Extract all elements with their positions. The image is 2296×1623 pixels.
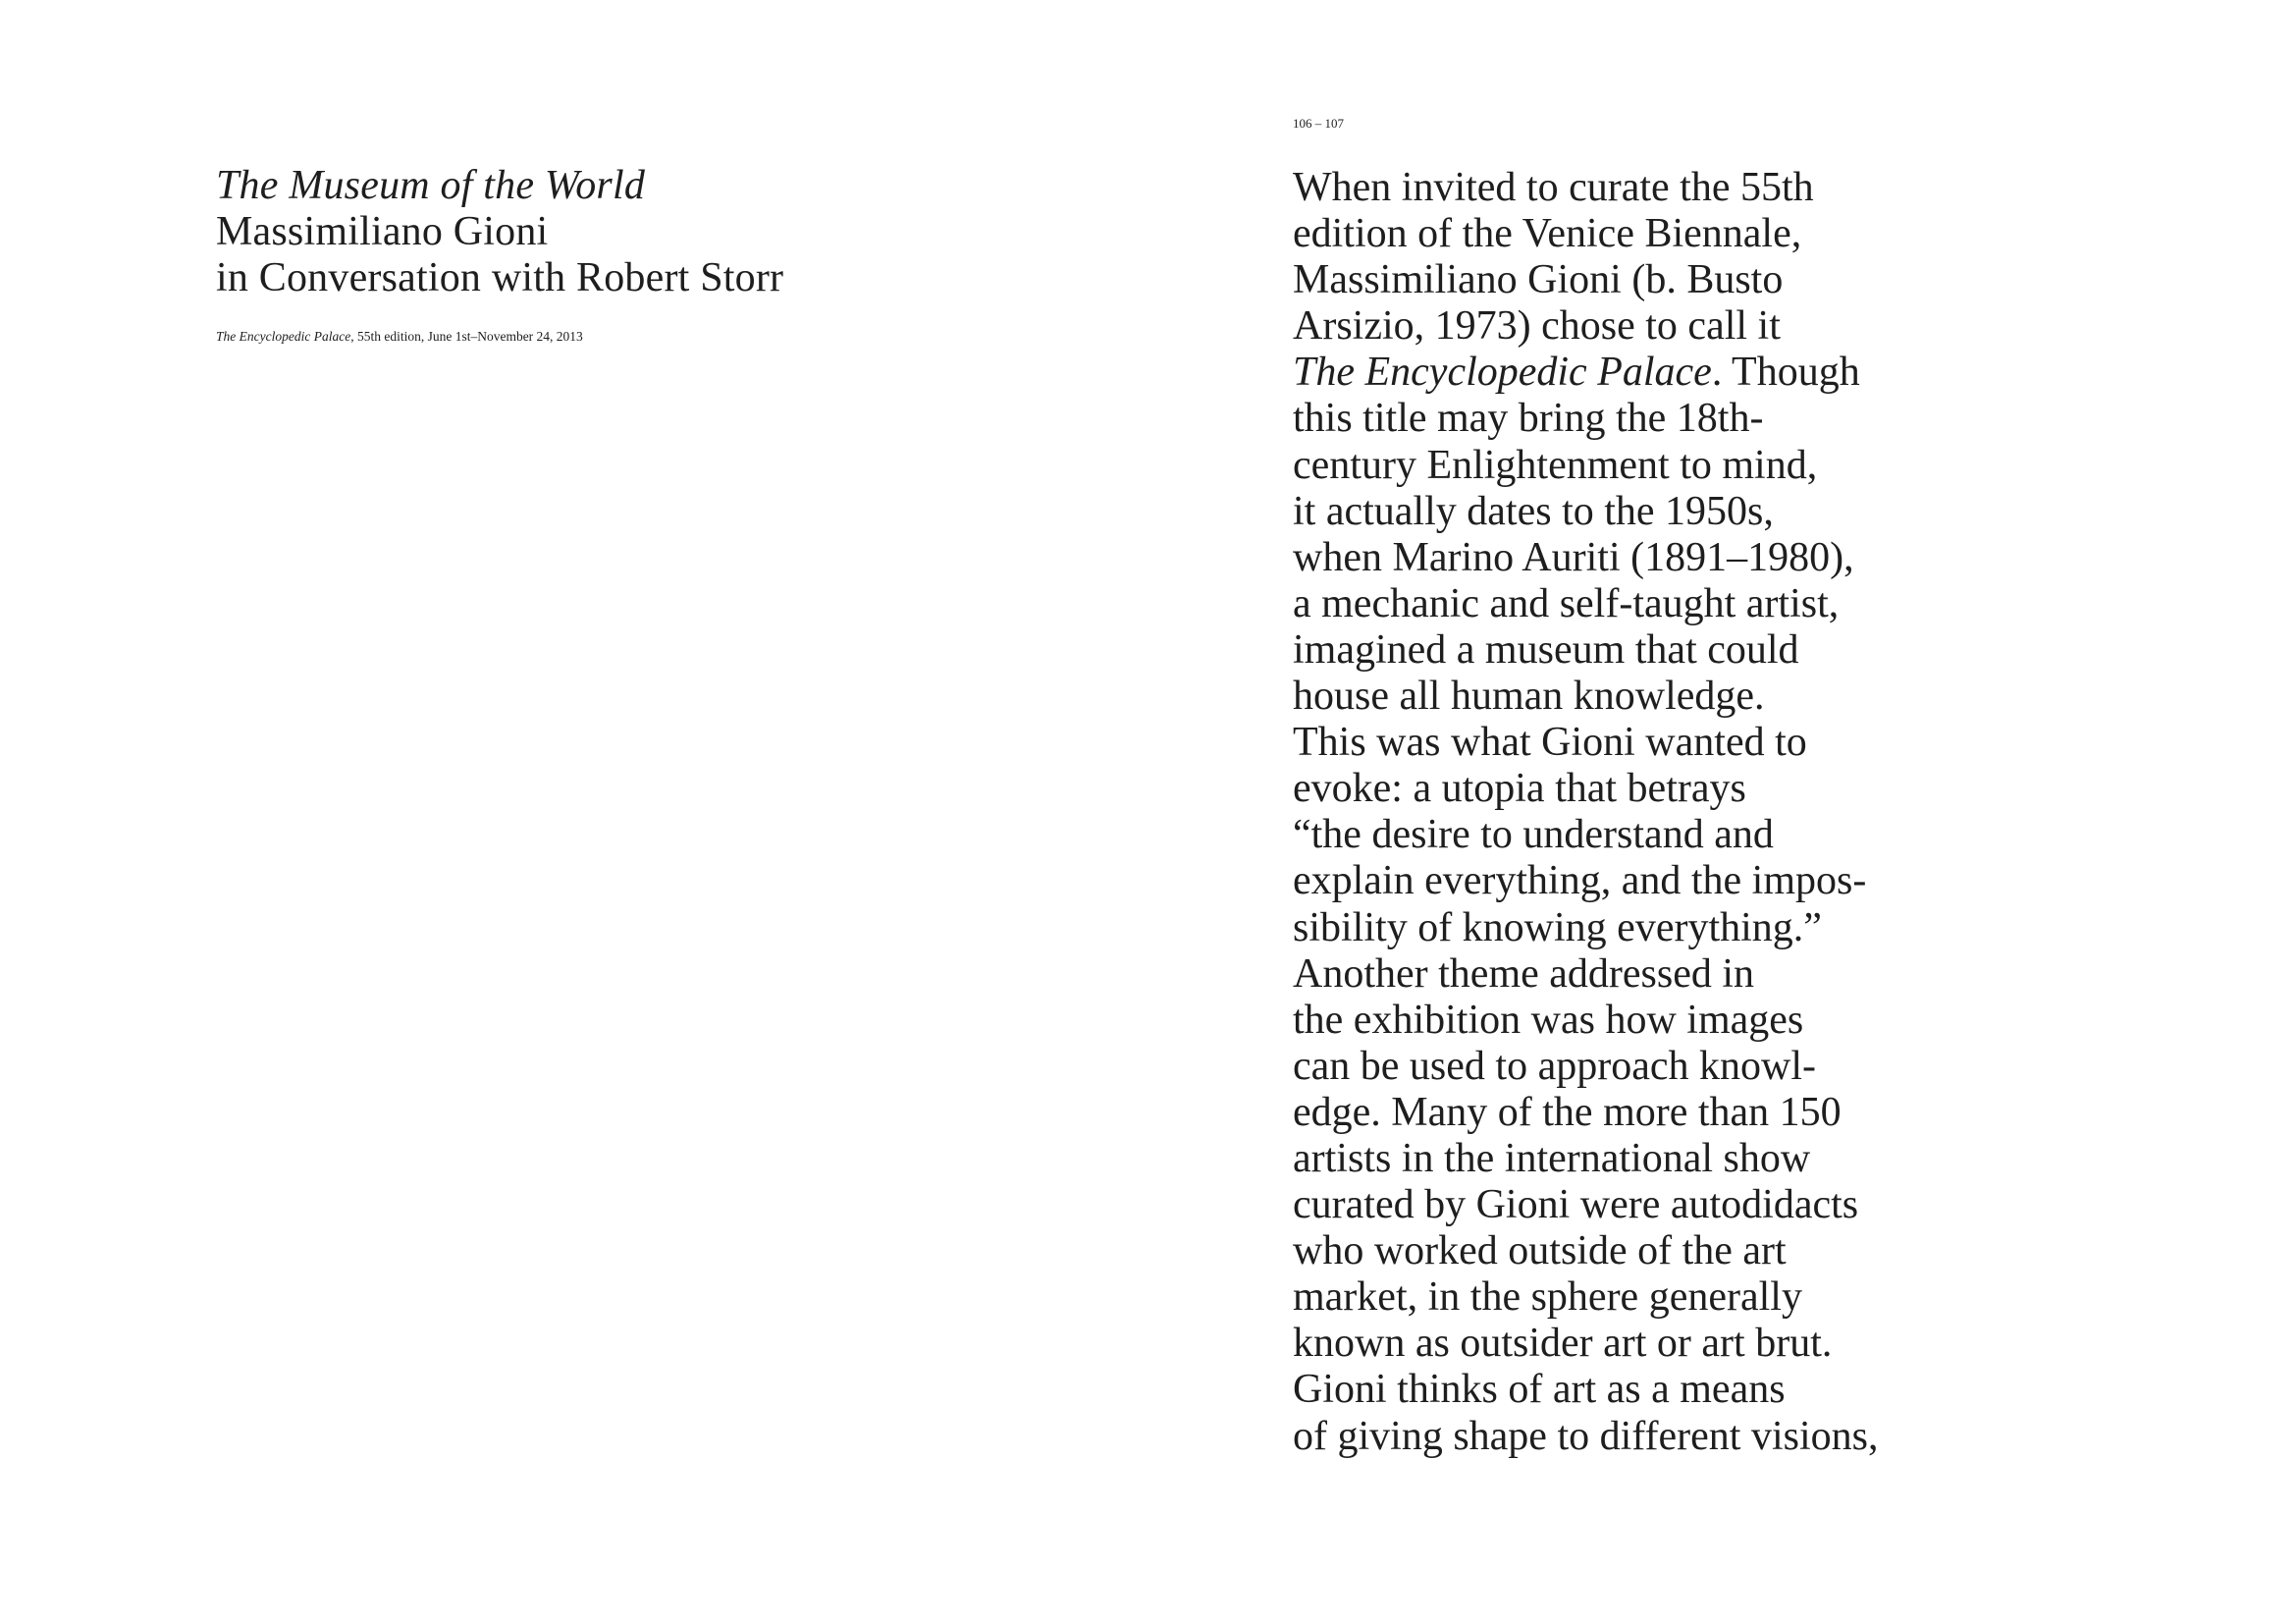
- body-line: sibility of knowing everything.”: [1293, 904, 1822, 950]
- body-line: Gioni thinks of art as a means: [1293, 1367, 1786, 1413]
- body-line: a mechanic and self-taught artist,: [1293, 580, 1840, 626]
- body-line: curated by Gioni were autodidacts: [1293, 1182, 1859, 1228]
- caption-details: , 55th edition, June 1st–November 24, 2013: [350, 329, 583, 344]
- body-line: Arsizio, 1973) chose to call it: [1293, 303, 1781, 350]
- subtitle-line-2: in Conversation with Robert Storr: [216, 255, 784, 300]
- body-line: Massimiliano Gioni (b. Busto: [1293, 257, 1784, 303]
- body-line: it actually dates to the 1950s,: [1293, 488, 1774, 534]
- body-line: this title may bring the 18th-: [1293, 396, 1764, 442]
- body-line: can be used to approach knowl-: [1293, 1043, 1816, 1089]
- page-number: 106 – 107: [1293, 116, 1344, 131]
- article-title: The Museum of the World: [216, 163, 646, 208]
- body-line: evoke: a utopia that betrays: [1293, 766, 1746, 812]
- body-line: when Marino Auriti (1891–1980),: [1293, 534, 1854, 580]
- body-line: artists in the international show: [1293, 1135, 1811, 1181]
- body-line: When invited to curate the 55th: [1293, 165, 1814, 210]
- body-line: explain everything, and the impos-: [1293, 858, 1867, 904]
- body-paragraph: [1293, 165, 1878, 1460]
- body-line: “the desire to understand and: [1293, 812, 1774, 858]
- body-line: the exhibition was how images: [1293, 997, 1804, 1043]
- caption-exhibition-title: The Encyclopedic Palace: [216, 329, 351, 344]
- body-line: of giving shape to different visions,: [1293, 1413, 1879, 1459]
- body-line: [1293, 350, 1878, 396]
- body-line: century Enlightenment to mind,: [1293, 442, 1818, 488]
- body-line: imagined a museum that could: [1293, 626, 1799, 673]
- body-line: edition of the Venice Biennale,: [1293, 211, 1802, 257]
- body-italic-title: The Encyclopedic Palace: [1293, 350, 1712, 396]
- body-line: edge. Many of the more than 150: [1293, 1089, 1842, 1135]
- body-line: house all human knowledge.: [1293, 674, 1765, 720]
- body-line-rest: . Though: [1711, 350, 1860, 396]
- subtitle-line-1: Massimiliano Gioni: [216, 209, 549, 254]
- exhibition-caption: [216, 328, 583, 346]
- body-line: This was what Gioni wanted to: [1293, 720, 1807, 766]
- right-page: [1148, 0, 2296, 1623]
- body-line: who worked outside of the art: [1293, 1228, 1787, 1274]
- body-line: market, in the sphere generally: [1293, 1274, 1802, 1321]
- body-line: known as outsider art or art brut.: [1293, 1321, 1833, 1367]
- body-line: Another theme addressed in: [1293, 950, 1755, 997]
- title-block: [216, 163, 783, 301]
